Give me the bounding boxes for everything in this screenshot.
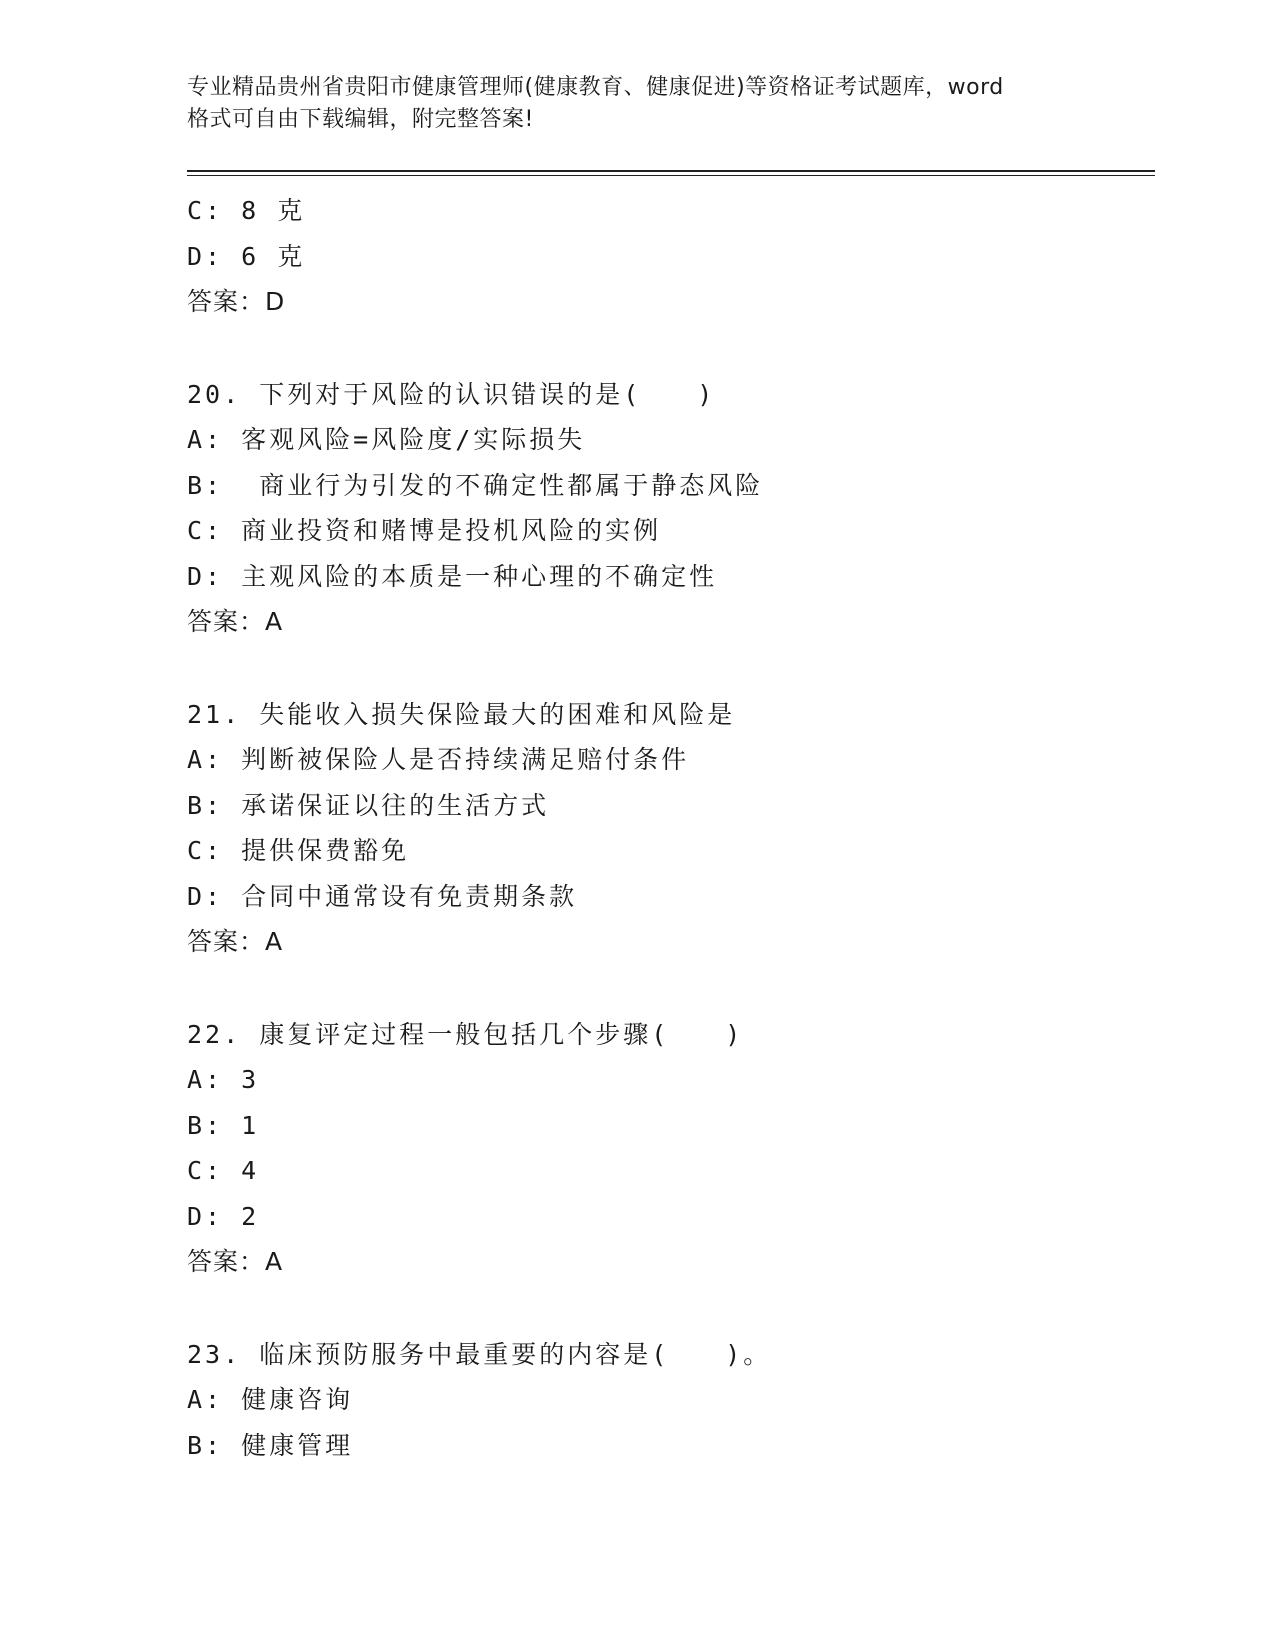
option-a: A: 健康咨询 (187, 1385, 354, 1414)
option-a: A: 判断被保险人是否持续满足赔付条件 (187, 745, 690, 774)
option-d: D: 主观风险的本质是一种心理的不确定性 (187, 561, 718, 591)
answer-line: 答案：A (187, 927, 284, 956)
question-stem: 21. 失能收入损失保险最大的困难和风险是 (187, 699, 736, 729)
option-b: B: 1 (187, 1110, 260, 1140)
question-23 (187, 1332, 1147, 1469)
header-line-1: 专业精品贵州省贵阳市健康管理师(健康教育、健康促进)等资格证考试题库，word (187, 75, 1004, 100)
option-c: C: 商业投资和赌博是投机风险的实例 (187, 516, 662, 545)
question-22 (187, 1012, 1147, 1285)
option-a: A: 3 (187, 1065, 260, 1094)
option-b: B: 承诺保证以往的生活方式 (187, 790, 550, 820)
question-spacer (187, 325, 1147, 372)
question-stem: 20. 下列对于风险的认识错误的是( ) (187, 379, 716, 409)
previous-question-tail (187, 188, 1147, 325)
option-a: A: 客观风险=风险度/实际损失 (187, 425, 586, 454)
option-d: D: 2 (187, 1201, 260, 1231)
option-d: D: 合同中通常设有免责期条款 (187, 881, 578, 911)
question-20 (187, 372, 1147, 645)
question-21 (187, 692, 1147, 965)
answer-line: 答案：A (187, 607, 284, 636)
option-b: B: 健康管理 (187, 1430, 354, 1460)
question-list (187, 188, 1147, 1468)
question-stem: 22. 康复评定过程一般包括几个步骤( ) (187, 1019, 744, 1049)
answer-line: 答案：D (187, 287, 286, 316)
answer-line: 答案：A (187, 1247, 284, 1276)
option-c: C: 4 (187, 1156, 260, 1185)
option-c: C: 8 克 (187, 196, 306, 225)
header-divider-top (187, 170, 1155, 172)
question-spacer (187, 965, 1147, 1012)
option-c: C: 提供保费豁免 (187, 836, 410, 865)
header-line-2: 格式可自由下载编辑，附完整答案! (187, 107, 534, 132)
document-header (187, 72, 1087, 136)
question-spacer (187, 645, 1147, 692)
header-divider-bottom (187, 175, 1155, 176)
question-stem: 23. 临床预防服务中最重要的内容是( )。 (187, 1339, 772, 1369)
option-b: B: 商业行为引发的不确定性都属于静态风险 (187, 470, 764, 500)
option-d: D: 6 克 (187, 241, 306, 271)
question-spacer (187, 1285, 1147, 1332)
